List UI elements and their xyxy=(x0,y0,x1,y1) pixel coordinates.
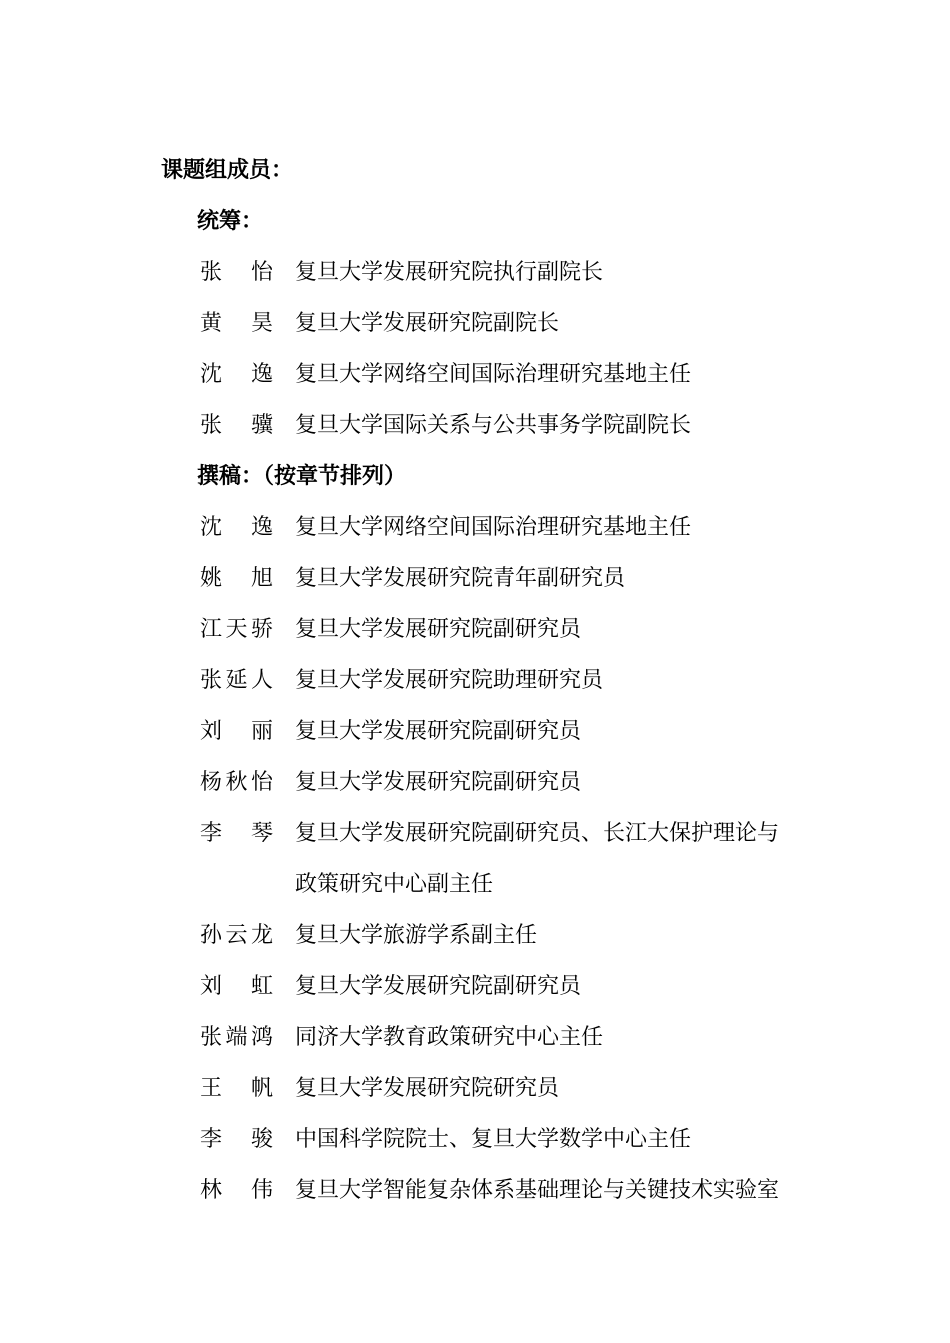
member-row xyxy=(200,909,950,960)
member-list xyxy=(200,501,950,1215)
member-title: 复旦大学发展研究院副研究员 xyxy=(295,973,582,998)
section-heading: 统筹： xyxy=(197,208,264,233)
member-title: 复旦大学网络空间国际治理研究基地主任 xyxy=(295,514,692,539)
member-name: 张端鸿 xyxy=(200,1024,273,1049)
member-row xyxy=(200,603,950,654)
member-title: 复旦大学发展研究院助理研究员 xyxy=(295,667,604,692)
member-name: 王帆 xyxy=(200,1075,273,1100)
member-title: 复旦大学发展研究院副研究员、长江大保护理论与政策研究中心副主任 xyxy=(295,820,780,896)
member-row xyxy=(200,552,950,603)
sections-container xyxy=(0,195,950,1215)
member-row xyxy=(200,1011,950,1062)
member-row xyxy=(200,756,950,807)
member-name: 孙云龙 xyxy=(200,922,273,947)
member-title: 复旦大学发展研究院副研究员 xyxy=(295,718,582,743)
member-name: 刘虹 xyxy=(200,973,273,998)
member-name: 林伟 xyxy=(200,1177,273,1202)
member-title: 复旦大学发展研究院青年副研究员 xyxy=(295,565,626,590)
member-title: 复旦大学国际关系与公共事务学院副院长 xyxy=(295,412,692,437)
member-row xyxy=(200,297,950,348)
member-section xyxy=(0,450,950,1215)
member-name: 姚旭 xyxy=(200,565,273,590)
member-name: 李琴 xyxy=(200,820,273,845)
member-row xyxy=(200,348,950,399)
member-list xyxy=(200,246,950,450)
member-row xyxy=(200,1113,950,1164)
member-title: 复旦大学旅游学系副主任 xyxy=(295,922,538,947)
member-row xyxy=(200,399,950,450)
member-name: 张延人 xyxy=(200,667,273,692)
member-row xyxy=(200,246,950,297)
member-name: 张怡 xyxy=(200,259,273,284)
member-row xyxy=(200,807,950,909)
member-row xyxy=(200,1062,950,1113)
member-title: 复旦大学发展研究院副研究员 xyxy=(295,616,582,641)
member-title: 复旦大学发展研究院执行副院长 xyxy=(295,259,604,284)
member-title: 复旦大学发展研究院副研究员 xyxy=(295,769,582,794)
member-name: 李骏 xyxy=(200,1126,273,1151)
member-section xyxy=(0,195,950,450)
member-title: 中国科学院院士、复旦大学数学中心主任 xyxy=(295,1126,692,1151)
member-title: 复旦大学发展研究院研究员 xyxy=(295,1075,560,1100)
member-title: 复旦大学发展研究院副院长 xyxy=(295,310,560,335)
member-name: 江天骄 xyxy=(200,616,273,641)
section-heading: 撰稿：（按章节排列） xyxy=(197,463,407,488)
member-name: 张骥 xyxy=(200,412,273,437)
member-row xyxy=(200,960,950,1011)
member-row xyxy=(200,1164,950,1215)
member-name: 刘丽 xyxy=(200,718,273,743)
member-name: 杨秋怡 xyxy=(200,769,273,794)
member-title: 同济大学教育政策研究中心主任 xyxy=(295,1024,604,1049)
member-name: 沈逸 xyxy=(200,514,273,539)
member-row xyxy=(200,654,950,705)
member-name: 黄昊 xyxy=(200,310,273,335)
member-row xyxy=(200,705,950,756)
member-title: 复旦大学智能复杂体系基础理论与关键技术实验室 xyxy=(295,1177,780,1202)
member-name: 沈逸 xyxy=(200,361,273,386)
page-title: 课题组成员： xyxy=(161,157,294,182)
member-title: 复旦大学网络空间国际治理研究基地主任 xyxy=(295,361,692,386)
member-row xyxy=(200,501,950,552)
